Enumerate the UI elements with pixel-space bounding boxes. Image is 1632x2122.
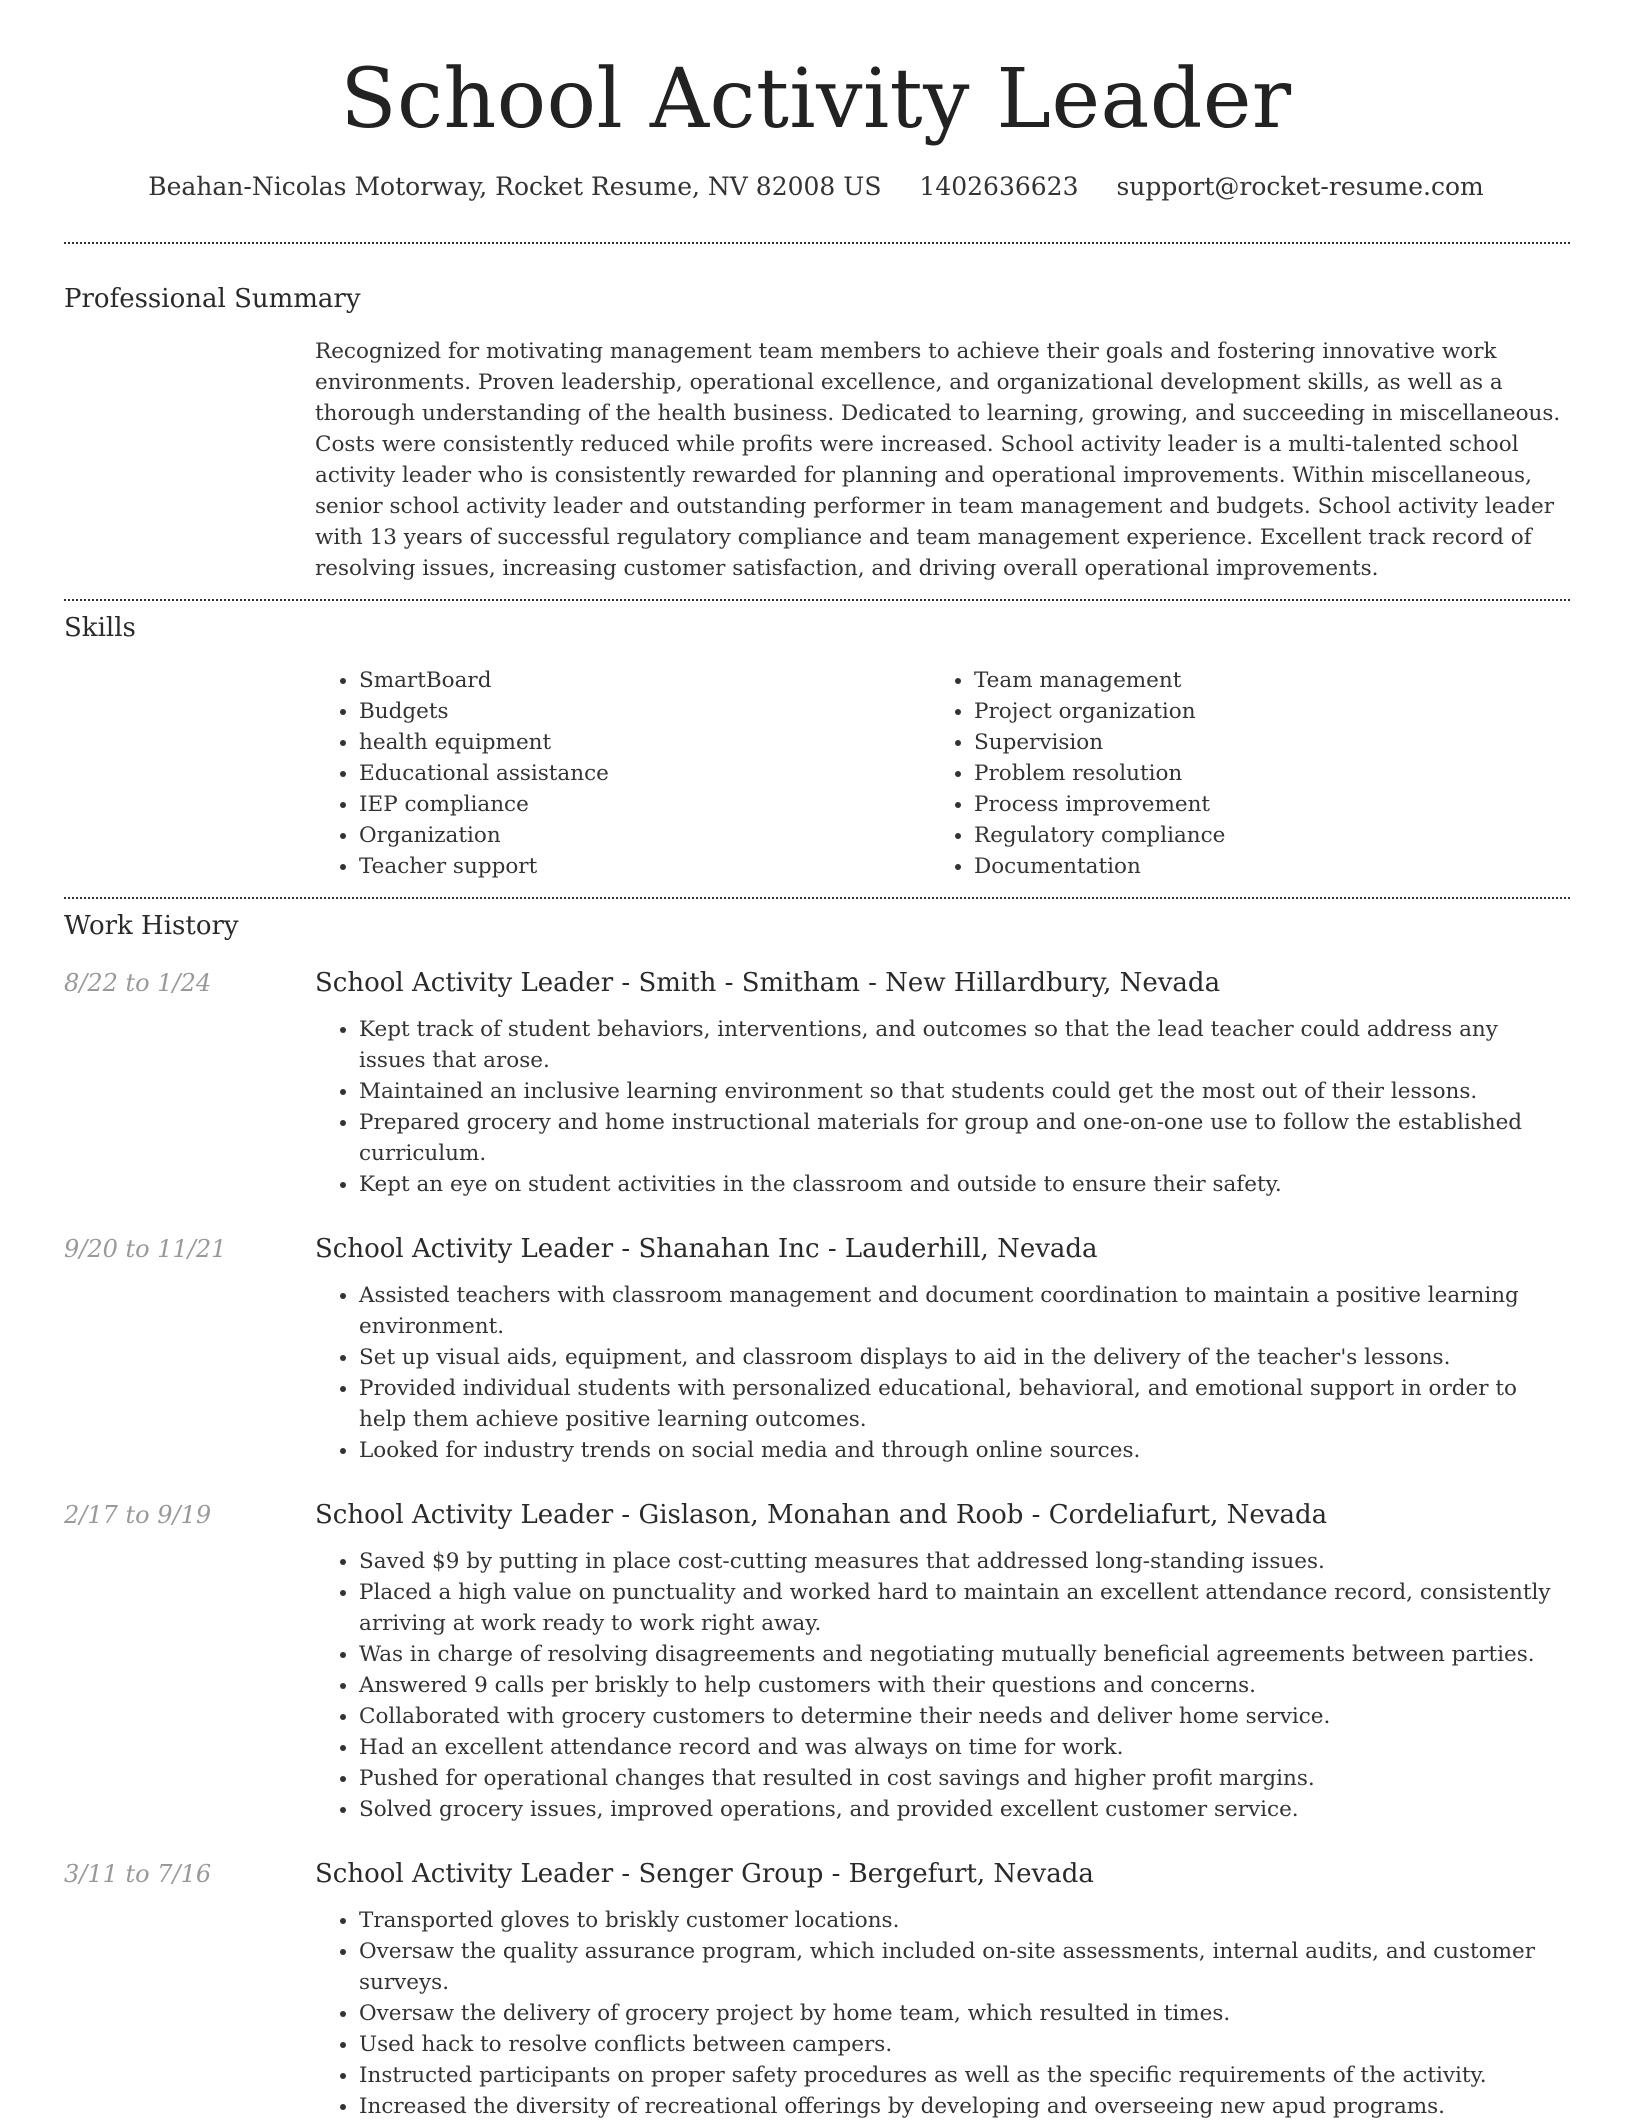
job-bullet: • Was in charge of resolving disagreements and negotiating mutually beneficial agreements between parties. (359, 1639, 1570, 1670)
skills-title: Skills (64, 613, 136, 643)
contact-line (0, 170, 1632, 204)
job-bullet: • Oversaw the quality assurance program, which included on-site assessments, internal audits, and customer surveys. (359, 1936, 1570, 1998)
skill-item: • Team management (974, 665, 1545, 696)
job-entry (64, 967, 1570, 1200)
divider (64, 897, 1570, 899)
job-bullet: • Kept an eye on student activities in the classroom and outside to ensure their safety. (359, 1169, 1570, 1200)
skill-item: • Teacher support (359, 851, 930, 882)
job-bullet: • Instructed participants on proper safety procedures as well as the specific requirements of the activity. (359, 2060, 1570, 2091)
summary-title: Professional Summary (64, 284, 361, 314)
job-title: School Activity Leader - Gislason, Monahan and Roob - Cordeliafurt, Nevada (315, 1500, 1328, 1530)
job-title: School Activity Leader - Shanahan Inc - Lauderhill, Nevada (315, 1234, 1098, 1264)
skill-item: • Documentation (974, 851, 1545, 882)
job-bullet: • Pushed for operational changes that resulted in cost savings and higher profit margins. (359, 1763, 1570, 1794)
job-body (315, 1499, 1570, 1825)
skill-item: • Budgets (359, 696, 930, 727)
job-bullet: • Transported gloves to briskly customer locations. (359, 1905, 1570, 1936)
job-bullets (315, 1905, 1570, 2122)
skills-list-right (930, 665, 1545, 882)
job-body (315, 967, 1570, 1200)
skill-item: • Educational assistance (359, 758, 930, 789)
job-entry (64, 1858, 1570, 2122)
skills-list-left (315, 665, 930, 882)
skill-item: • SmartBoard (359, 665, 930, 696)
job-entry (64, 1499, 1570, 1825)
skills-section (64, 611, 1570, 882)
job-dates: 9/20 to 11/21 (64, 1235, 227, 1263)
skill-item: • IEP compliance (359, 789, 930, 820)
skill-item: • Project organization (974, 696, 1545, 727)
job-bullet: • Kept track of student behaviors, interventions, and outcomes so that the lead teacher could address any issues that arose. (359, 1014, 1570, 1076)
job-bullet: • Prepared grocery and home instructional materials for group and one-on-one use to follow the established curriculum. (359, 1107, 1570, 1169)
job-bullet: • Saved $9 by putting in place cost-cutting measures that addressed long-standing issues. (359, 1546, 1570, 1577)
job-bullet: • Set up visual aids, equipment, and classroom displays to aid in the delivery of the teacher's lessons. (359, 1342, 1570, 1373)
job-dates: 3/11 to 7/16 (64, 1860, 212, 1888)
job-bullet: • Increased the diversity of recreational offerings by developing and overseeing new apud programs. (359, 2091, 1570, 2122)
skill-item: • Process improvement (974, 789, 1545, 820)
job-dates: 8/22 to 1/24 (64, 969, 212, 997)
job-bullet: • Used hack to resolve conflicts between campers. (359, 2029, 1570, 2060)
skill-item: • Organization (359, 820, 930, 851)
job-bullet: • Collaborated with grocery customers to determine their needs and deliver home service. (359, 1701, 1570, 1732)
skill-item: • health equipment (359, 727, 930, 758)
skill-item: • Supervision (974, 727, 1545, 758)
job-dates: 2/17 to 9/19 (64, 1501, 212, 1529)
job-bullet: • Solved grocery issues, improved operations, and provided excellent customer service. (359, 1794, 1570, 1825)
job-body (315, 1233, 1570, 1466)
skills-columns (315, 665, 1570, 882)
divider (64, 242, 1570, 244)
job-title: School Activity Leader - Smith - Smitham - New Hillardbury, Nevada (315, 968, 1221, 998)
contact-phone: 1402636623 (919, 172, 1079, 201)
contact-address: Beahan-Nicolas Motorway, Rocket Resume, NV 82008 US (148, 172, 882, 201)
job-bullet: • Placed a high value on punctuality and worked hard to maintain an excellent attendance record, consistently arriving at work ready to work right away. (359, 1577, 1570, 1639)
job-entry (64, 1233, 1570, 1466)
contact-email: support@rocket-resume.com (1116, 172, 1484, 201)
candidate-name: School Activity Leader (340, 52, 1292, 147)
job-title: School Activity Leader - Senger Group - Bergefurt, Nevada (315, 1859, 1094, 1889)
job-bullet: • Assisted teachers with classroom management and document coordination to maintain a positive learning environment. (359, 1280, 1570, 1342)
work-section (64, 909, 1570, 943)
job-body (315, 1858, 1570, 2122)
job-bullet: • Had an excellent attendance record and was always on time for work. (359, 1732, 1570, 1763)
skill-item: • Problem resolution (974, 758, 1545, 789)
job-bullets (315, 1546, 1570, 1825)
job-bullet: • Maintained an inclusive learning environment so that students could get the most out of their lessons. (359, 1076, 1570, 1107)
job-bullets (315, 1280, 1570, 1466)
skill-item: • Regulatory compliance (974, 820, 1545, 851)
resume-header (0, 0, 1632, 204)
summary-text: Recognized for motivating management team members to achieve their goals and fostering innovative work environments. Proven leadership, operational excellence, and organizational development skills, as well as a thorough understanding of the health business. Dedicated to learning, growing, and succeeding in miscellaneous. Costs were consistently reduced while profits were increased. School activity leader is a multi-talented school activity leader who is consistently rewarded for planning and operational improvements. Within miscellaneous, senior school activity leader and outstanding performer in team management and budgets. School activity leader with 13 years of successful regulatory compliance and team management experience. Excellent track record of resolving issues, increasing customer satisfaction, and driving overall operational improvements. (315, 339, 1561, 581)
summary-content (315, 336, 1570, 584)
job-bullets (315, 1014, 1570, 1200)
job-bullet: • Looked for industry trends on social media and through online sources. (359, 1435, 1570, 1466)
summary-section (64, 282, 1570, 584)
work-title: Work History (64, 911, 239, 941)
job-bullet: • Oversaw the delivery of grocery project by home team, which resulted in times. (359, 1998, 1570, 2029)
job-bullet: • Answered 9 calls per briskly to help customers with their questions and concerns. (359, 1670, 1570, 1701)
divider (64, 599, 1570, 601)
job-bullet: • Provided individual students with personalized educational, behavioral, and emotional support in order to help them achieve positive learning outcomes. (359, 1373, 1570, 1435)
